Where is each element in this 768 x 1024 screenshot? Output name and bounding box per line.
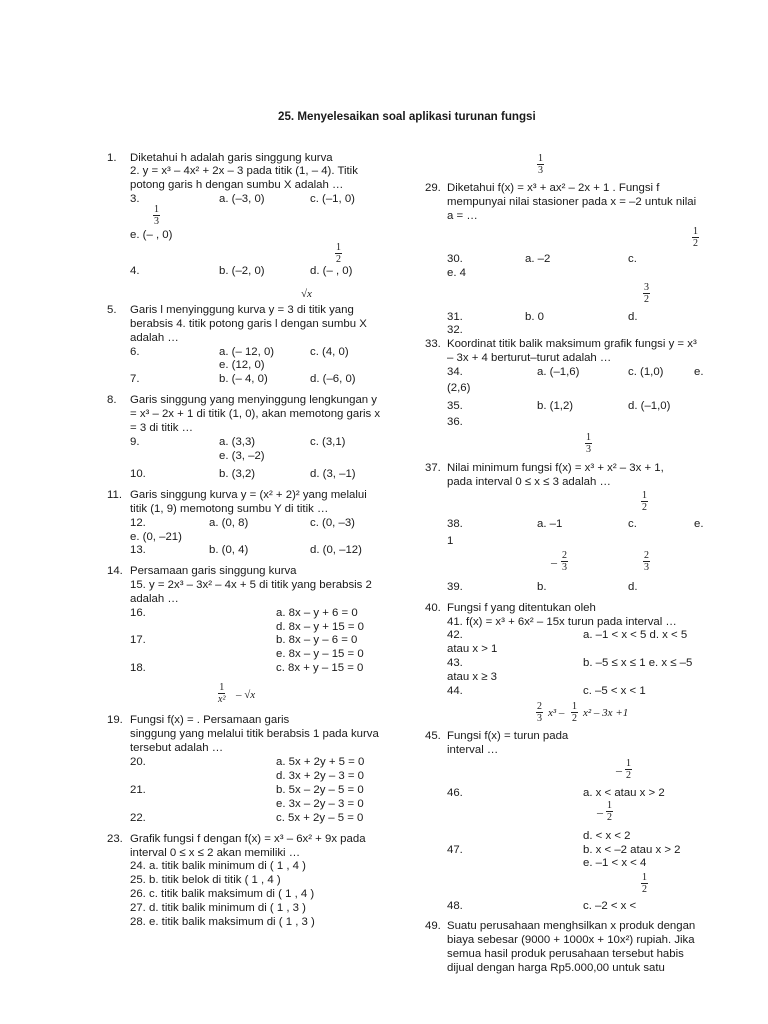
q33-number: 33. [425, 338, 441, 350]
q45-option-a: a. x < atau x > 2 [583, 787, 665, 799]
q1-option-b: b. (–2, 0) [219, 265, 265, 277]
q40-line2: 41. f(x) = x³ + 6x² – 15x turun pada interval … [447, 616, 677, 628]
q29-option-d: d. [628, 311, 638, 323]
q11-option-a: a. (0, 8) [209, 517, 249, 529]
q40-option-d-cont: atau x > 1 [447, 643, 498, 655]
q45-number: 45. [425, 730, 441, 742]
q45-fraction-one-half-3: $\frac{1}{2}$ [642, 872, 647, 895]
q45-line2: interval … [447, 744, 499, 756]
q49-line1: Suatu perusahaan menghsilkan x produk dengan [447, 920, 696, 932]
q1-option-c: c. (–1, 0) [310, 193, 355, 205]
q1-fraction-one-half: $\frac{1}{2}$ [336, 242, 341, 265]
q14-line1: Persamaan garis singgung kurva [130, 565, 297, 577]
q19-fraction-one-over-x-squared: $\frac{1}{\text{x²}}$ [218, 682, 226, 705]
q37-row38-number: 38. [447, 518, 463, 530]
q33-line1: Koordinat titik balik maksimum grafik fungsi y = x³ [447, 338, 697, 350]
q29-row30-number: 30. [447, 253, 463, 265]
q5-sqrt-x: √x [301, 288, 312, 300]
q37-minus-sign: – [551, 555, 557, 569]
q14-row18-number: 18. [130, 662, 146, 674]
q1-line1: Diketahui h adalah garis singgung kurva [130, 152, 333, 164]
q5-number: 5. [107, 304, 117, 316]
q14-line3: adalah … [130, 593, 179, 605]
q29-fraction-one-third: $\frac{1}{3}$ [538, 153, 543, 176]
q11-option-e: e. (0, –21) [130, 531, 182, 543]
q37-option-e-label: e. [694, 518, 704, 530]
page-title: 25. Menyelesaikan soal aplikasi turunan fungsi [278, 110, 536, 123]
q19-row22-number: 22. [130, 812, 146, 824]
q23-number: 23. [107, 833, 123, 845]
q23-line1: Grafik fungsi f dengan f(x) = x³ – 6x² + 9x pada [130, 833, 366, 845]
q14-option-c: c. 8x + y – 15 = 0 [276, 662, 364, 674]
q37-option-a: a. –1 [537, 518, 563, 530]
q5-option-c: c. (4, 0) [310, 346, 349, 358]
q19-option-c: c. 5x + 2y – 5 = 0 [276, 812, 364, 824]
q29-row32-number: 32. [447, 324, 463, 336]
q8-option-b: b. (3,2) [219, 468, 256, 480]
q40-row43-number: 43. [447, 657, 463, 669]
q33-option-e-value: (2,6) [447, 382, 471, 394]
q1-fraction-one-third: $\frac{1}{3}$ [154, 204, 159, 227]
q23-option-24: 24. a. titik balik minimum di ( 1 , 4 ) [130, 860, 306, 872]
q5-line1: Garis l menyinggung kurva y = 3 di titik yang [130, 304, 354, 316]
q37-line2: pada interval 0 ≤ x ≤ 3 adalah … [447, 476, 611, 488]
q45-row46-number: 46. [447, 787, 463, 799]
q23-option-26: 26. c. titik balik maksimum di ( 1 , 4 ) [130, 888, 315, 900]
q8-number: 8. [107, 394, 117, 406]
q49-line4: dijual dengan harga Rp5.000,00 untuk satu [447, 962, 665, 974]
q37-fraction-one-half: $\frac{1}{2}$ [642, 490, 647, 513]
q23-option-28: 28. e. titik balik maksimum di ( 1 , 3 ) [130, 916, 315, 928]
q23-option-27: 27. d. titik balik minimum di ( 1 , 3 ) [130, 902, 306, 914]
q49-number: 49. [425, 920, 441, 932]
q37-number: 37. [425, 462, 441, 474]
q14-row17-number: 17. [130, 634, 146, 646]
q45-minus-sign-1: – [616, 763, 622, 777]
q11-option-c: c. (0, –3) [310, 517, 355, 529]
q5-option-a: a. (– 12, 0) [219, 346, 275, 358]
q40-row42-number: 42. [447, 629, 463, 641]
q19-line3: tersebut adalah … [130, 742, 224, 754]
q33-option-b: b. (1,2) [537, 400, 574, 412]
q29-option-e: e. 4 [447, 267, 466, 279]
q14-option-d: d. 8x – y + 15 = 0 [276, 621, 365, 633]
q45-fraction-two-thirds: $\frac{2}{3}$ [537, 701, 542, 724]
q29-row31-number: 31. [447, 311, 463, 323]
q8-option-a: a. (3,3) [219, 436, 256, 448]
q33-row34-number: 34. [447, 366, 463, 378]
q40-number: 40. [425, 602, 441, 614]
q14-row16-number: 16. [130, 607, 146, 619]
q37-fraction-two-thirds: $\frac{2}{3}$ [644, 550, 649, 573]
q37-option-e-value: 1 [447, 535, 454, 547]
q37-option-b: b. [537, 581, 547, 593]
q45-minus-sign-2: – [597, 805, 603, 819]
q14-option-a: a. 8x – y + 6 = 0 [276, 607, 358, 619]
q37-row39-number: 39. [447, 581, 463, 593]
q5-row7-number: 7. [130, 373, 140, 385]
q19-minus-sqrt-x: – √x [236, 689, 256, 701]
q40-option-a-d: a. –1 < x < 5 d. x < 5 [583, 629, 688, 641]
q49-line3: semua hasil produk perusahaan tersebut habis [447, 948, 684, 960]
q8-option-e: e. (3, –2) [219, 450, 265, 462]
q11-number: 11. [107, 489, 122, 501]
q5-line2: berabsis 4. titik potong garis l dengan sumbu X [130, 318, 367, 330]
q45-fraction-one-half: $\frac{1}{2}$ [572, 701, 577, 724]
q19-option-d: d. 3x + 2y – 3 = 0 [276, 770, 365, 782]
q5-option-b: b. (– 4, 0) [219, 373, 268, 385]
q19-option-e: e. 3x – 2y – 3 = 0 [276, 798, 364, 810]
q40-option-c: c. –5 < x < 1 [583, 685, 646, 697]
q45-row47-number: 47. [447, 844, 463, 856]
q45-expr-rest: x² – 3x +1 [583, 707, 629, 719]
q1-option-d: d. (– , 0) [310, 265, 353, 277]
q5-option-d: d. (–6, 0) [310, 373, 356, 385]
q5-line3: adalah … [130, 332, 179, 344]
q8-option-d: d. (3, –1) [310, 468, 356, 480]
q33-option-c: c. (1,0) [628, 366, 664, 378]
q19-line2: singgung yang melalui titik berabsis 1 pada kurva [130, 728, 379, 740]
q11-line1: Garis singgung kurva y = (x² + 2)² yang melalui [130, 489, 367, 501]
q45-expr-x-cubed: x³ – [548, 707, 565, 719]
q29-option-a: a. –2 [525, 253, 551, 265]
q8-line1: Garis singgung yang menyinggung lengkungan y [130, 394, 377, 406]
q33-option-e-label: e. [694, 366, 704, 378]
q33-line2: – 3x + 4 berturut–turut adalah … [447, 352, 612, 364]
q23-line2: interval 0 ≤ x ≤ 2 akan memiliki … [130, 847, 301, 859]
q45-row48-number: 48. [447, 900, 463, 912]
q11-option-b: b. (0, 4) [209, 544, 249, 556]
q29-fraction-three-halves: $\frac{3}{2}$ [644, 282, 649, 305]
q14-line2: 15. y = 2x³ – 3x² – 4x + 5 di titik yang berabsis 2 [130, 579, 372, 591]
q1-row3-number: 3. [130, 193, 140, 205]
q19-number: 19. [107, 714, 123, 726]
q29-line3: a = … [447, 210, 478, 222]
q1-line3: potong garis h dengan sumbu X adalah … [130, 179, 344, 191]
q8-option-c: c. (3,1) [310, 436, 346, 448]
q29-option-c: c. [628, 253, 637, 265]
q5-row6-number: 6. [130, 346, 140, 358]
q1-option-e: e. (– , 0) [130, 229, 173, 241]
q40-option-b-e: b. –5 ≤ x ≤ 1 e. x ≤ –5 [583, 657, 693, 669]
q1-line2: 2. y = x³ – 4x² + 2x – 3 pada titik (1, – 4). Titik [130, 165, 358, 177]
q8-line3: = 3 di titik … [130, 422, 193, 434]
q14-option-b: b. 8x – y – 6 = 0 [276, 634, 358, 646]
q45-line1: Fungsi f(x) = turun pada [447, 730, 569, 742]
q14-number: 14. [107, 565, 123, 577]
q29-number: 29. [425, 182, 441, 194]
q8-line2: = x³ – 2x + 1 di titik (1, 0), akan memotong garis x [130, 408, 381, 420]
q33-row36-number: 36. [447, 416, 463, 428]
q23-option-25: 25. b. titik belok di titik ( 1 , 4 ) [130, 874, 281, 886]
q45-option-d: d. < x < 2 [583, 830, 631, 842]
q37-option-c: c. [628, 518, 637, 530]
q37-line1: Nilai minimum fungsi f(x) = x³ + x² – 3x + 1, [447, 462, 664, 474]
q1-option-a: a. (–3, 0) [219, 193, 265, 205]
q45-option-b: b. x < –2 atau x > 2 [583, 844, 681, 856]
q14-option-e: e. 8x – y – 15 = 0 [276, 648, 364, 660]
q29-fraction-one-half: $\frac{1}{2}$ [693, 226, 698, 249]
q5-option-e: e. (12, 0) [219, 359, 265, 371]
q19-row20-number: 20. [130, 756, 146, 768]
q33-option-a: a. (–1,6) [537, 366, 580, 378]
q11-row13-number: 13. [130, 544, 146, 556]
q11-option-d: d. (0, –12) [310, 544, 362, 556]
q11-line2: titik (1, 9) memotong sumbu Y di titik … [130, 503, 329, 515]
q19-option-a: a. 5x + 2y + 5 = 0 [276, 756, 365, 768]
q40-line1: Fungsi f yang ditentukan oleh [447, 602, 596, 614]
q29-line2: mempunyai nilai stasioner pada x = –2 untuk nilai [447, 196, 697, 208]
q49-line2: biaya sebesar (9000 + 1000x + 10x²) rupiah. Jika [447, 934, 695, 946]
q19-option-b: b. 5x – 2y – 5 = 0 [276, 784, 364, 796]
q29-option-b: b. 0 [525, 311, 544, 323]
q45-fraction-neg-half-1: $\frac{1}{2}$ [626, 758, 631, 781]
q33-row35-number: 35. [447, 400, 463, 412]
q1-number: 1. [107, 152, 117, 164]
q37-option-d: d. [628, 581, 638, 593]
q37-fraction-one-third: $\frac{1}{3}$ [586, 432, 591, 455]
q37-fraction-neg-two-thirds: $\frac{2}{3}$ [562, 550, 567, 573]
q19-line1: Fungsi f(x) = . Persamaan garis [130, 714, 290, 726]
q40-option-e-cont: atau x ≥ 3 [447, 671, 497, 683]
q40-row44-number: 44. [447, 685, 463, 697]
q45-option-e: e. –1 < x < 4 [583, 857, 647, 869]
q1-row4-number: 4. [130, 265, 140, 277]
q45-option-c: c. –2 < x < [583, 900, 637, 912]
q8-row10-number: 10. [130, 468, 146, 480]
q11-row12-number: 12. [130, 517, 146, 529]
q29-line1: Diketahui f(x) = x³ + ax² – 2x + 1 . Fungsi f [447, 182, 660, 194]
q45-fraction-neg-half-2: $\frac{1}{2}$ [607, 800, 612, 823]
q8-row9-number: 9. [130, 436, 140, 448]
q33-option-d: d. (–1,0) [628, 400, 671, 412]
q19-row21-number: 21. [130, 784, 146, 796]
